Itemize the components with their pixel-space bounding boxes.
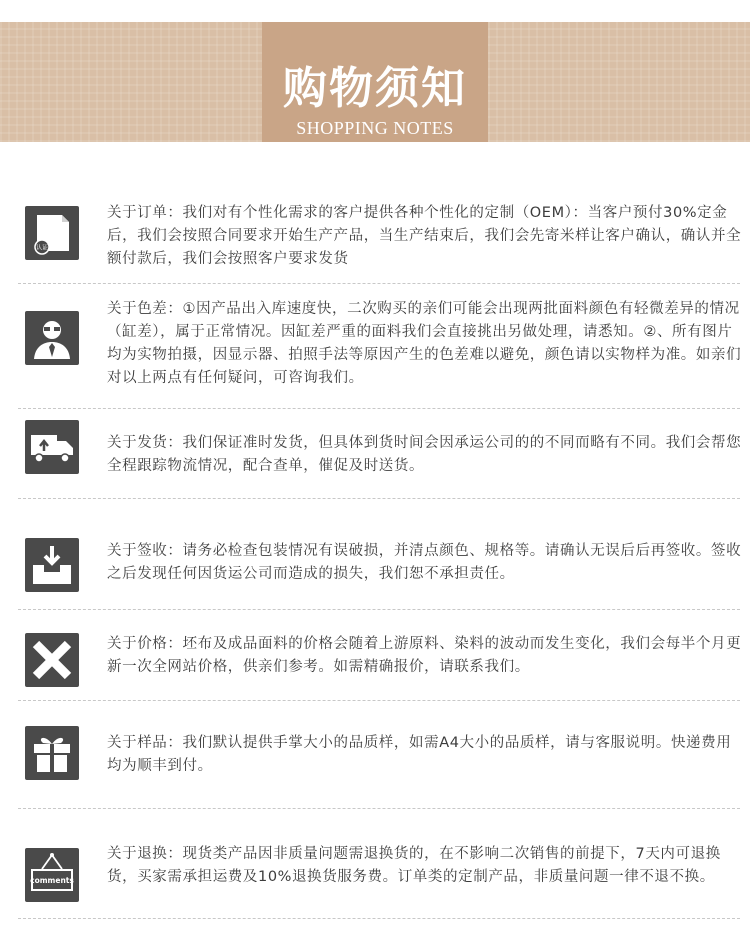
note-order-text: 关于订单：我们对有个性化需求的客户提供各种个性化的定制（OEM）：当客户预付30%定金后，我们会按照合同要求开始生产产品，当生产结束后，我们会先寄米样让客户确认，确认并全额付款后，我们会按照客户要求发货 bbox=[107, 205, 742, 267]
order-document-icon bbox=[25, 206, 79, 260]
note-color-difference-text: 关于色差：①因产品出入库速度快，二次购买的亲们可能会出现两批面料颜色有轻微差异的情况（缸差），属于正常情况。因缸差严重的面料我们会直接挑出另做处理，请悉知。②、所有图片均为实物拍摄，因显示器、拍照手法等原因产生的色差难以避免，颜色请以实物样为准。如亲们对以上两点有任何疑问，可咨询我们。 bbox=[107, 301, 742, 386]
note-shipping-text: 关于发货：我们保证准时发货，但具体到货时间会因承运公司的的不同而略有不同。我们会帮您全程跟踪物流情况，配合查单，催促及时送货。 bbox=[107, 435, 742, 474]
divider bbox=[18, 408, 740, 409]
page-subtitle: SHOPPING NOTES bbox=[296, 118, 454, 138]
note-samples-text: 关于样品：我们默认提供手掌大小的品质样，如需A4大小的品质样，请与客服说明。快递费用均为顺丰到付。 bbox=[107, 735, 732, 774]
gift-box-icon bbox=[25, 726, 79, 780]
divider bbox=[18, 918, 740, 919]
delivery-truck-icon bbox=[25, 420, 79, 474]
divider bbox=[18, 498, 740, 499]
customer-service-person-icon bbox=[25, 311, 79, 365]
page-title: 购物须知 bbox=[283, 63, 467, 114]
inbox-download-icon bbox=[25, 538, 79, 592]
divider bbox=[18, 283, 740, 284]
comments-sign-label: comments bbox=[30, 876, 74, 885]
divider bbox=[18, 700, 740, 701]
note-price-text: 关于价格：坯布及成品面料的价格会随着上游原料、染料的波动而发生变化，我们会每半个月更新一次全网站价格，供亲们参考。如需精确报价，请联系我们。 bbox=[107, 636, 742, 675]
note-returns-text: 关于退换：现货类产品因非质量问题需退换货的，在不影响二次销售的前提下，7天内可退换货，买家需承担运费及10%退换货服务费。订单类的定制产品，非质量问题一律不退不换。 bbox=[107, 846, 721, 885]
cross-mark-icon bbox=[25, 633, 79, 687]
header-banner bbox=[0, 22, 750, 142]
comments-sign-icon bbox=[25, 848, 79, 902]
note-receiving-text: 关于签收：请务必检查包装情况有误破损，并清点颜色、规格等。请确认无误后后再签收。签收之后发现任何因货运公司而造成的损失，我们恕不承担责任。 bbox=[107, 543, 742, 582]
divider bbox=[18, 609, 740, 610]
order-stamp-label: 认证 bbox=[35, 244, 49, 252]
divider bbox=[18, 808, 740, 809]
